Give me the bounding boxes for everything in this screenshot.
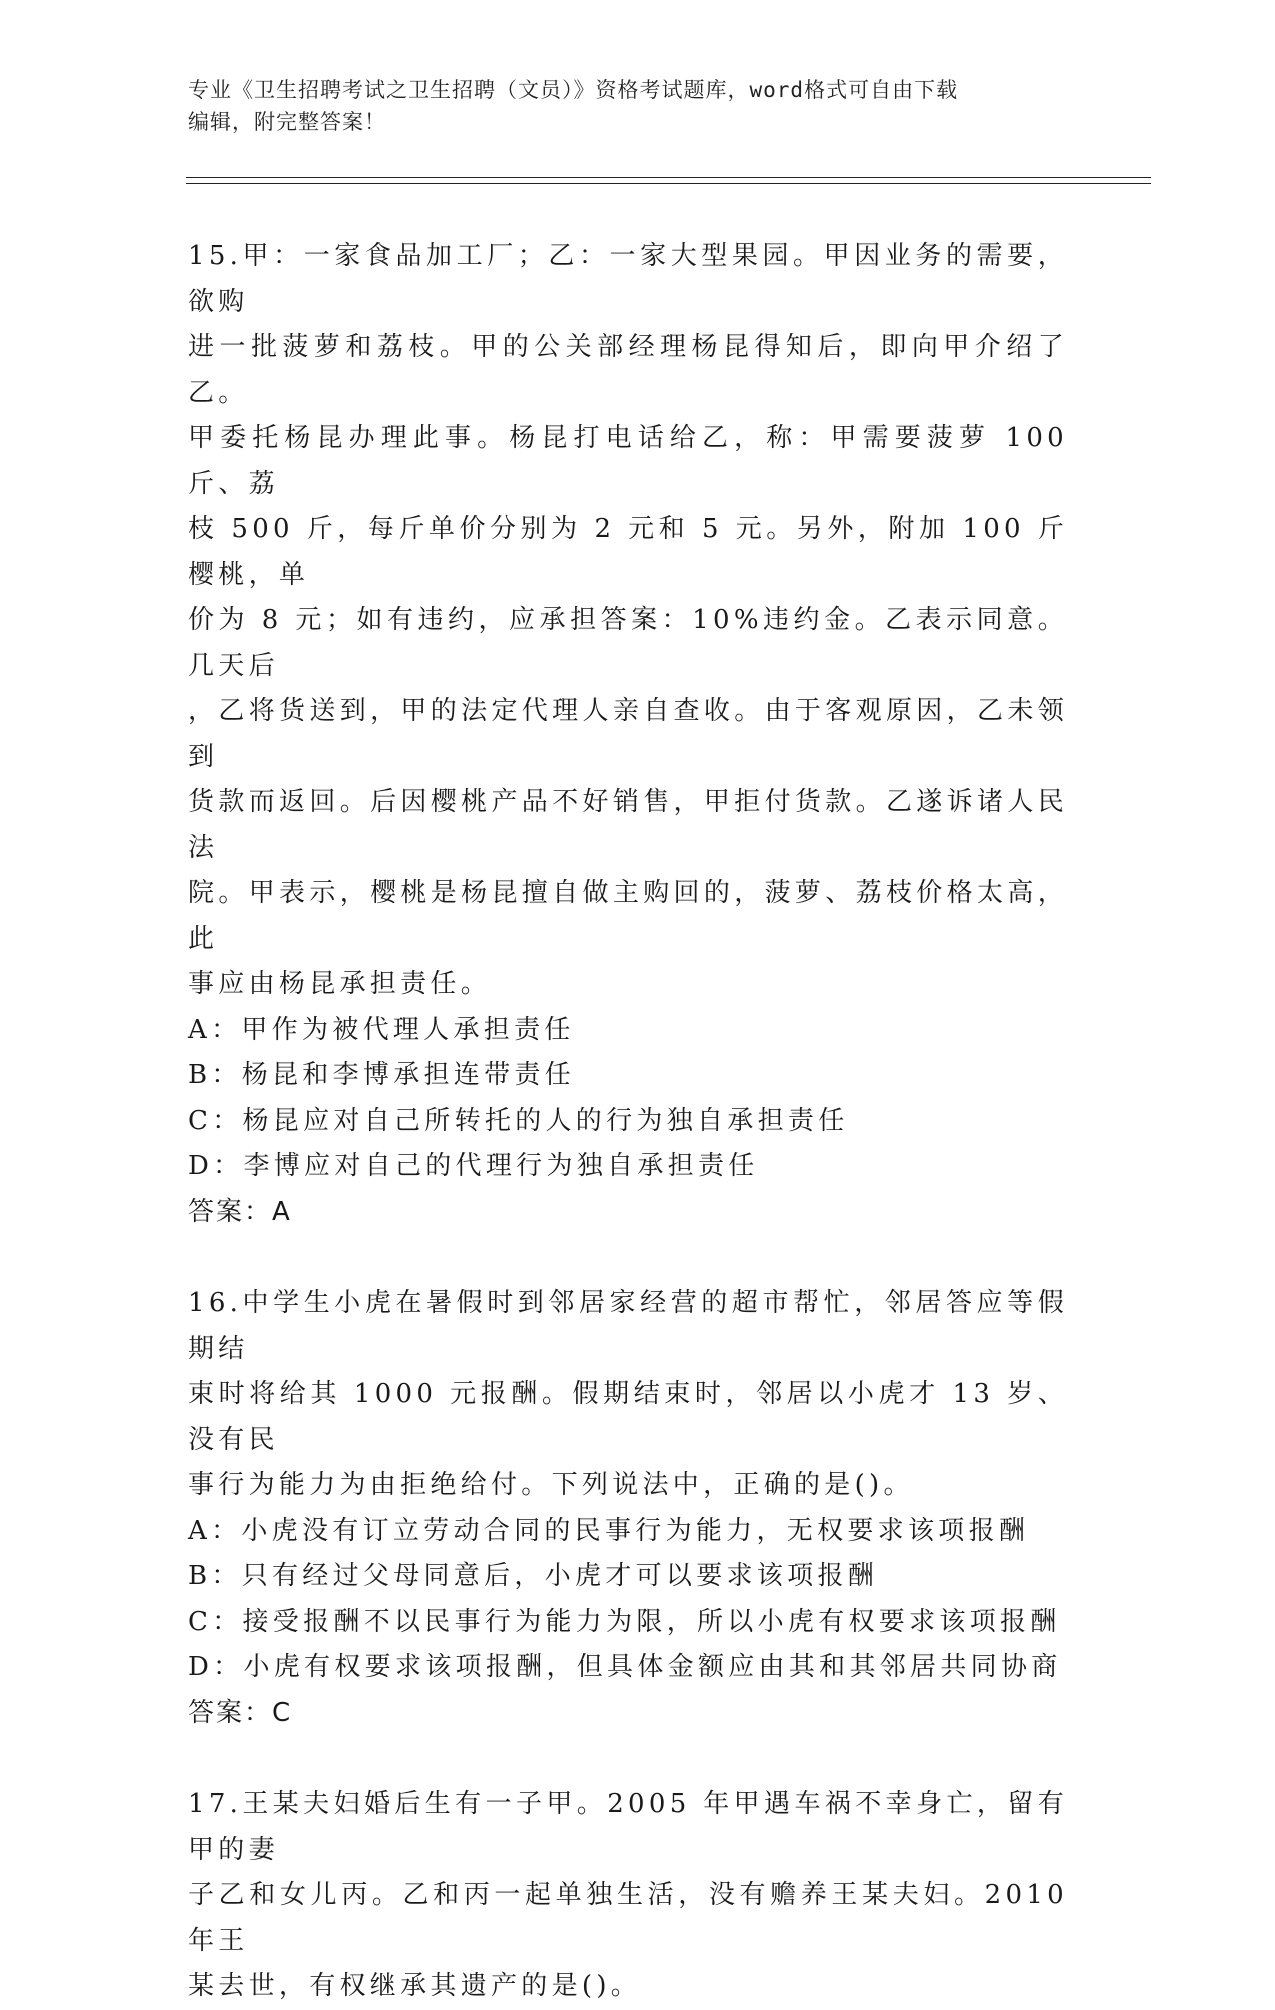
question-line: 子乙和女儿丙。乙和丙一起单独生活，没有赡养王某夫妇。2010 年王: [188, 1880, 1068, 1956]
answer-line: 答案：A: [188, 1196, 292, 1227]
option-d: D：小虎有权要求该项报酬，但具体金额应由其和其邻居共同协商: [188, 1652, 1062, 1682]
question-line: 束时将给其 1000 元报酬。假期结束时，邻居以小虎才 13 岁、没有民: [188, 1379, 1068, 1455]
header-line-1: 专业《卫生招聘考试之卫生招聘（文员）》资格考试题库，word格式可自由下载: [188, 78, 959, 102]
question-line: 枝 500 斤，每斤单价分别为 2 元和 5 元。另外，附加 100 斤樱桃，单: [188, 514, 1068, 590]
option-b: B：杨昆和李博承担连带责任: [188, 1060, 576, 1090]
document-header: [188, 74, 1088, 138]
question-line: 事应由杨昆承担责任。: [188, 969, 492, 999]
question-17: [188, 1782, 1068, 2010]
question-line: 进一批菠萝和荔枝。甲的公关部经理杨昆得知后，即向甲介绍了乙。: [188, 332, 1068, 408]
question-line: 院。甲表示，樱桃是杨昆擅自做主购回的，菠萝、荔枝价格太高，此: [188, 878, 1068, 954]
header-line-2: 编辑，附完整答案！: [188, 110, 386, 134]
question-spacer: [188, 1736, 1068, 1782]
question-line: 事行为能力为由拒绝给付。下列说法中，正确的是()。: [188, 1470, 914, 1500]
question-16: [188, 1281, 1068, 1736]
question-line: 甲委托杨昆办理此事。杨昆打电话给乙，称：甲需要菠萝 100 斤、荔: [188, 423, 1068, 499]
option-a: A：小虎没有订立劳动合同的民事行为能力，无权要求该项报酬: [188, 1515, 1030, 1546]
question-line: 16.中学生小虎在暑假时到邻居家经营的超市帮忙，邻居答应等假期结: [188, 1288, 1068, 1364]
option-c: C：接受报酬不以民事行为能力为限，所以小虎有权要求该项报酬: [188, 1606, 1061, 1637]
option-c: C：杨昆应对自己所转托的人的行为独自承担责任: [188, 1105, 849, 1136]
header-rule-bottom: [186, 183, 1151, 184]
question-line: 价为 8 元；如有违约，应承担答案：10%违约金。乙表示同意。几天后: [188, 605, 1068, 681]
answer-line: 答案：C: [188, 1697, 293, 1728]
question-line: 货款而返回。后因樱桃产品不好销售，甲拒付货款。乙遂诉诸人民法: [188, 787, 1068, 863]
question-spacer: [188, 1235, 1068, 1281]
question-line: 17.王某夫妇婚后生有一子甲。2005 年甲遇车祸不幸身亡，留有甲的妻: [188, 1789, 1068, 1865]
question-line: 某去世，有权继承其遗产的是()。: [188, 1971, 642, 2001]
question-line: 15.甲：一家食品加工厂；乙：一家大型果园。甲因业务的需要，欲购: [188, 241, 1068, 317]
question-list: [188, 234, 1068, 2010]
header-rule-top: [186, 177, 1151, 178]
option-b: B：只有经过父母同意后，小虎才可以要求该项报酬: [188, 1561, 879, 1591]
option-a: A：甲作为被代理人承担责任: [188, 1014, 575, 1045]
question-line: ，乙将货送到，甲的法定代理人亲自查收。由于客观原因，乙未领到: [188, 696, 1068, 772]
option-d: D：李博应对自己的代理行为独自承担责任: [188, 1151, 759, 1181]
question-15: [188, 234, 1068, 1235]
